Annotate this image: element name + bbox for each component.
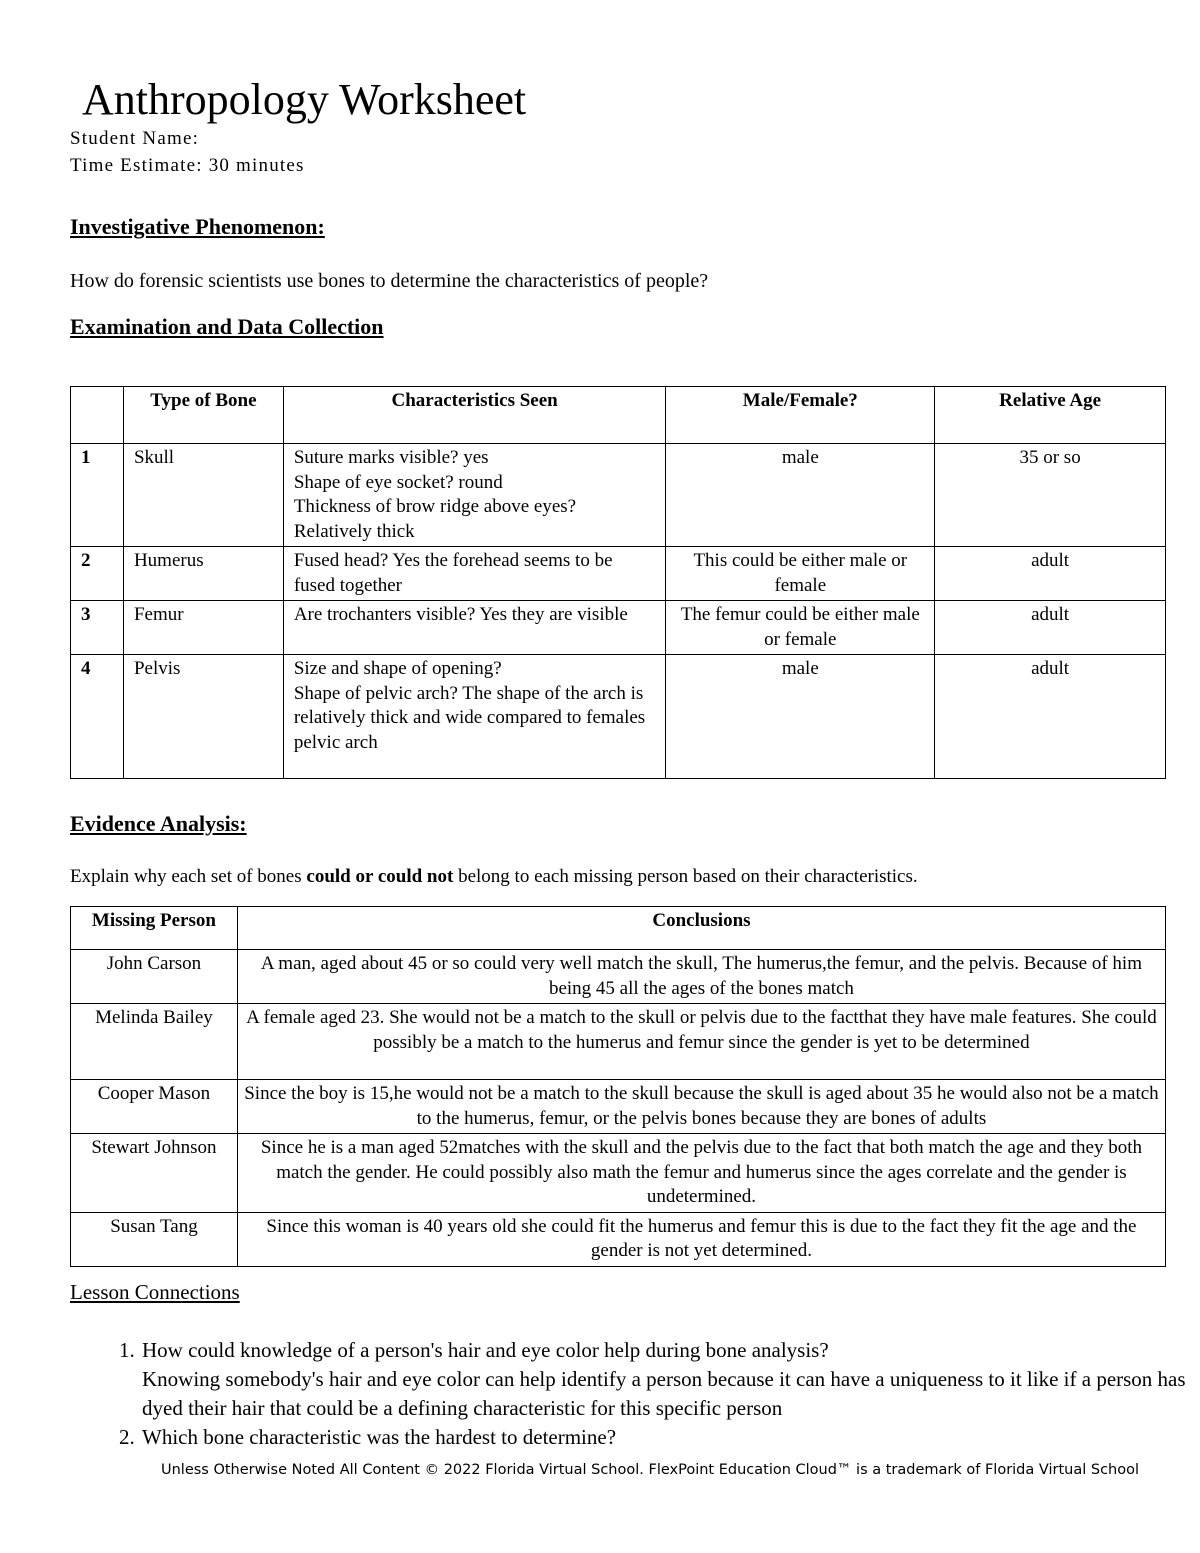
student-name-label: Student Name: [70, 128, 200, 149]
characteristic-line: Thickness of brow ridge above eyes? Relatively thick [293, 496, 577, 542]
missing-person-name: Melinda Bailey [71, 1004, 238, 1080]
missing-person-name: Cooper Mason [71, 1080, 238, 1134]
table-row [71, 950, 1166, 1004]
evidence-intro [70, 864, 918, 890]
evidence-intro-end: belong to each missing person based on their characteristics. [453, 866, 918, 887]
time-estimate: Time Estimate: 30 minutes [70, 155, 305, 176]
phenomenon-heading: Investigative Phenomenon: [70, 214, 325, 239]
characteristic-line: Fused head? Yes the forehead seems to be fused together [293, 550, 613, 596]
missing-person-name: Stewart Johnson [71, 1134, 238, 1213]
row-number: 1 [71, 444, 124, 547]
list-item [140, 1336, 1200, 1423]
bone-examination-table [70, 386, 1166, 779]
column-header: Characteristics Seen [283, 387, 666, 444]
page-title: Anthropology Worksheet [82, 75, 527, 124]
evidence-heading: Evidence Analysis: [70, 811, 247, 836]
age-cell: adult [935, 601, 1166, 655]
table-row [71, 444, 1166, 547]
characteristic-line: Size and shape of opening? [293, 658, 502, 679]
conclusion-cell: Since the boy is 15,he would not be a match to the skull because the skull is aged about 35 he would also not be a match to the humerus, femur, or the pelvis bones because they are bones of adults [237, 1080, 1165, 1134]
evidence-intro-emphasis: could or could not [306, 866, 454, 887]
column-header: Missing Person [71, 907, 238, 950]
table-row [71, 601, 1166, 655]
lesson-question: 2. Which bone characteristic was the hardest to determine? [142, 1425, 617, 1449]
examination-heading: Examination and Data Collection [70, 314, 384, 339]
bone-type: Skull [123, 444, 283, 547]
missing-person-name: Susan Tang [71, 1212, 238, 1266]
sex-cell: male [666, 444, 935, 547]
copyright-footer: Unless Otherwise Noted All Content © 2022 Florida Virtual School. FlexPoint Education Cloud™ is a trademark of Florida Virtual School [160, 1462, 1140, 1478]
sex-cell: The femur could be either male or female [666, 601, 935, 655]
evidence-intro-start: Explain why each set of bones [70, 866, 307, 887]
characteristics-cell [283, 444, 666, 547]
table-header-row [71, 907, 1166, 950]
list-item [140, 1423, 1200, 1452]
lesson-connections-heading: Lesson Connections [70, 1280, 240, 1304]
table-row [71, 547, 1166, 601]
column-header [71, 387, 124, 444]
table-row [71, 1212, 1166, 1266]
bone-type: Pelvis [123, 655, 283, 779]
characteristics-cell [283, 547, 666, 601]
sex-cell: This could be either male or female [666, 547, 935, 601]
characteristic-line: Shape of pelvic arch? The shape of the arch is relatively thick and wide compared to females pelvic arch [293, 682, 646, 753]
row-number: 3 [71, 601, 124, 655]
column-header: Relative Age [935, 387, 1166, 444]
table-header-row [71, 387, 1166, 444]
row-number: 2 [71, 547, 124, 601]
lesson-question: 1. How could knowledge of a person's hair and eye color help during bone analysis? [142, 1338, 829, 1362]
table-row [71, 1134, 1166, 1213]
conclusion-cell: A female aged 23. She would not be a match to the skull or pelvis due to the factthat they have male features. She could possibly be a match to the humerus and femur since the gender is yet to be determined [237, 1004, 1165, 1080]
characteristics-cell [283, 655, 666, 779]
phenomenon-question: How do forensic scientists use bones to determine the characteristics of people? [70, 270, 709, 292]
bone-type: Femur [123, 601, 283, 655]
row-number: 4 [71, 655, 124, 779]
age-cell: 35 or so [935, 444, 1166, 547]
table-row [71, 655, 1166, 779]
column-header: Male/Female? [666, 387, 935, 444]
characteristic-line: Shape of eye socket? round [293, 471, 503, 493]
characteristics-cell [283, 601, 666, 655]
lesson-answer: Knowing somebody's hair and eye color can help identify a person because it can have a uniqueness to it like if a person has dyed their hair that could be a defining characteristic for this specific person [142, 1367, 1186, 1420]
conclusion-cell: A man, aged about 45 or so could very well match the skull, The humerus,the femur, and the pelvis. Because of him being 45 all the ages of the bones match [237, 950, 1165, 1004]
column-header: Type of Bone [123, 387, 283, 444]
missing-person-table [70, 906, 1166, 1267]
missing-person-name: John Carson [71, 950, 238, 1004]
age-cell: adult [935, 547, 1166, 601]
conclusion-cell: Since this woman is 40 years old she could fit the humerus and femur this is due to the fact they fit the age and the gender is not yet determined. [237, 1212, 1165, 1266]
column-header: Conclusions [237, 907, 1165, 950]
conclusion-cell: Since he is a man aged 52matches with the skull and the pelvis due to the fact that both match the age and they both match the gender. He could possibly also math the femur and humerus since the ages correlate and the gender is undetermined. [237, 1134, 1165, 1213]
sex-cell: male [666, 655, 935, 779]
characteristic-line: Suture marks visible? yes [293, 447, 489, 468]
table-row [71, 1080, 1166, 1134]
characteristic-line: Are trochanters visible? Yes they are visible [293, 604, 628, 625]
age-cell: adult [935, 655, 1166, 779]
table-row [71, 1004, 1166, 1080]
bone-type: Humerus [123, 547, 283, 601]
lesson-question-list [70, 1336, 1200, 1452]
